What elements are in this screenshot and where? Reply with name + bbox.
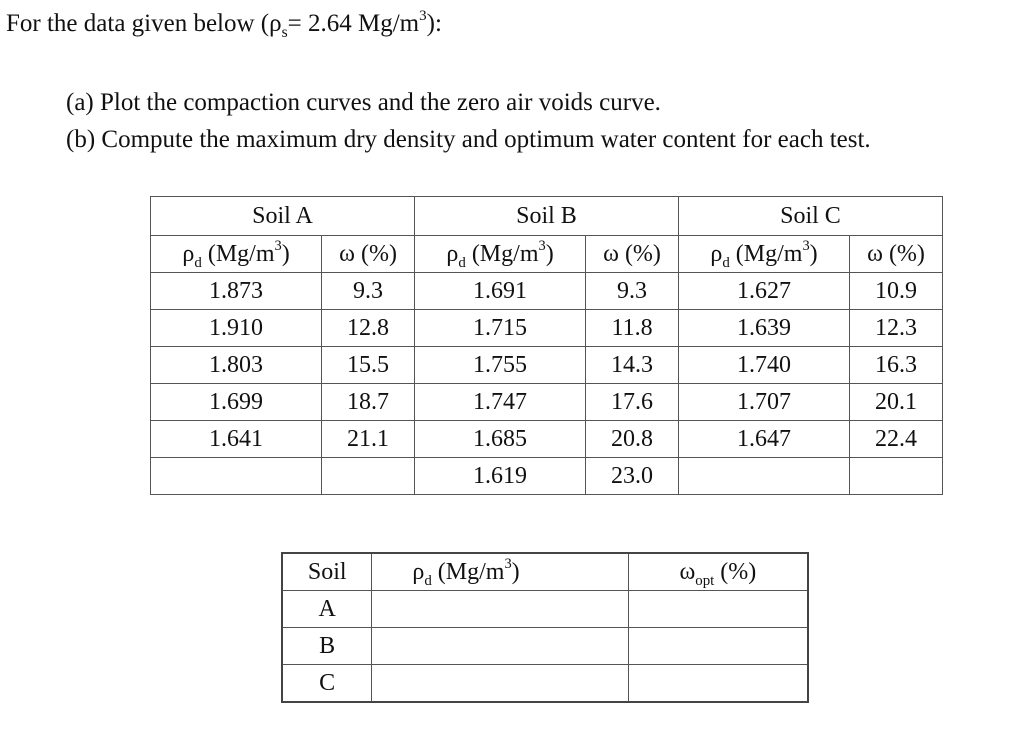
max-dry-density-cell: [372, 628, 628, 665]
water-content-cell: [850, 458, 943, 495]
soil-label-cell: B: [282, 628, 372, 665]
results-header-row: [282, 553, 808, 591]
water-content-header: ω (%): [850, 236, 943, 273]
soil-a-header: Soil A: [151, 197, 415, 236]
rho-symbol: ρ: [269, 10, 282, 37]
unit-exponent: 3: [419, 8, 427, 25]
dry-density-cell: 1.647: [678, 421, 849, 458]
dry-density-cell: 1.691: [414, 273, 585, 310]
water-content-cell: 12.8: [322, 310, 415, 347]
dry-density-cell: 1.755: [414, 347, 585, 384]
data-row: [151, 458, 943, 495]
dry-density-cell: [151, 458, 322, 495]
optimum-water-content-header: $\omega_{opt}$ (%): [628, 553, 808, 591]
water-content-cell: 20.1: [850, 384, 943, 421]
dry-density-header: $\rho_d$ $(Mg/m^3)$: [151, 236, 322, 273]
results-table: [281, 552, 809, 703]
soil-b-header: Soil B: [414, 197, 678, 236]
water-content-cell: 22.4: [850, 421, 943, 458]
water-content-cell: 23.0: [586, 458, 679, 495]
dry-density-cell: 1.873: [151, 273, 322, 310]
max-dry-density-cell: [372, 591, 628, 628]
data-row: [151, 421, 943, 458]
compaction-data-table: [150, 196, 943, 495]
water-content-cell: 9.3: [586, 273, 679, 310]
dry-density-cell: 1.803: [151, 347, 322, 384]
water-content-cell: 21.1: [322, 421, 415, 458]
dry-density-cell: 1.641: [151, 421, 322, 458]
rho-subscript: s: [281, 24, 288, 41]
optimum-water-content-cell: [628, 665, 808, 703]
dry-density-cell: [678, 458, 849, 495]
water-content-cell: 10.9: [850, 273, 943, 310]
water-content-cell: 15.5: [322, 347, 415, 384]
part-b: (b) Compute the maximum dry density and optimum water content for each test.: [66, 126, 871, 153]
max-dry-density-header: $\rho_d$ $(Mg/m^3)$: [372, 553, 628, 591]
dry-density-header: $\rho_d$ $(Mg/m^3)$: [414, 236, 585, 273]
water-content-cell: 11.8: [586, 310, 679, 347]
result-row: [282, 628, 808, 665]
column-header-row: [151, 236, 943, 273]
data-row: [151, 273, 943, 310]
dry-density-cell: 1.715: [414, 310, 585, 347]
water-content-cell: 16.3: [850, 347, 943, 384]
intro-prefix: For the data given below (: [6, 10, 270, 37]
max-dry-density-cell: [372, 665, 628, 703]
intro-suffix: ):: [426, 10, 442, 37]
soil-column-header: Soil: [282, 553, 372, 591]
soil-header-row: [151, 197, 943, 236]
dry-density-cell: 1.619: [414, 458, 585, 495]
soil-label-cell: C: [282, 665, 372, 703]
dry-density-cell: 1.740: [678, 347, 849, 384]
problem-parts: [66, 84, 871, 158]
water-content-cell: 12.3: [850, 310, 943, 347]
water-content-cell: 18.7: [322, 384, 415, 421]
water-content-cell: 17.6: [586, 384, 679, 421]
dry-density-cell: 1.747: [414, 384, 585, 421]
water-content-header: ω (%): [322, 236, 415, 273]
data-row: [151, 384, 943, 421]
dry-density-header: $\rho_d$ $(Mg/m^3)$: [678, 236, 849, 273]
dry-density-cell: 1.685: [414, 421, 585, 458]
dry-density-cell: 1.707: [678, 384, 849, 421]
part-a: (a) Plot the compaction curves and the zero air voids curve.: [66, 89, 661, 116]
water-content-header: ω (%): [586, 236, 679, 273]
dry-density-cell: 1.627: [678, 273, 849, 310]
problem-intro: [6, 8, 442, 40]
dry-density-cell: 1.699: [151, 384, 322, 421]
result-row: [282, 665, 808, 703]
water-content-cell: 9.3: [322, 273, 415, 310]
data-row: [151, 347, 943, 384]
dry-density-cell: 1.910: [151, 310, 322, 347]
water-content-cell: [322, 458, 415, 495]
soil-label-cell: A: [282, 591, 372, 628]
dry-density-cell: 1.639: [678, 310, 849, 347]
soil-c-header: Soil C: [678, 197, 942, 236]
density-value: = 2.64 Mg/m: [287, 10, 420, 37]
water-content-cell: 14.3: [586, 347, 679, 384]
optimum-water-content-cell: [628, 591, 808, 628]
data-row: [151, 310, 943, 347]
result-row: [282, 591, 808, 628]
water-content-cell: 20.8: [586, 421, 679, 458]
optimum-water-content-cell: [628, 628, 808, 665]
